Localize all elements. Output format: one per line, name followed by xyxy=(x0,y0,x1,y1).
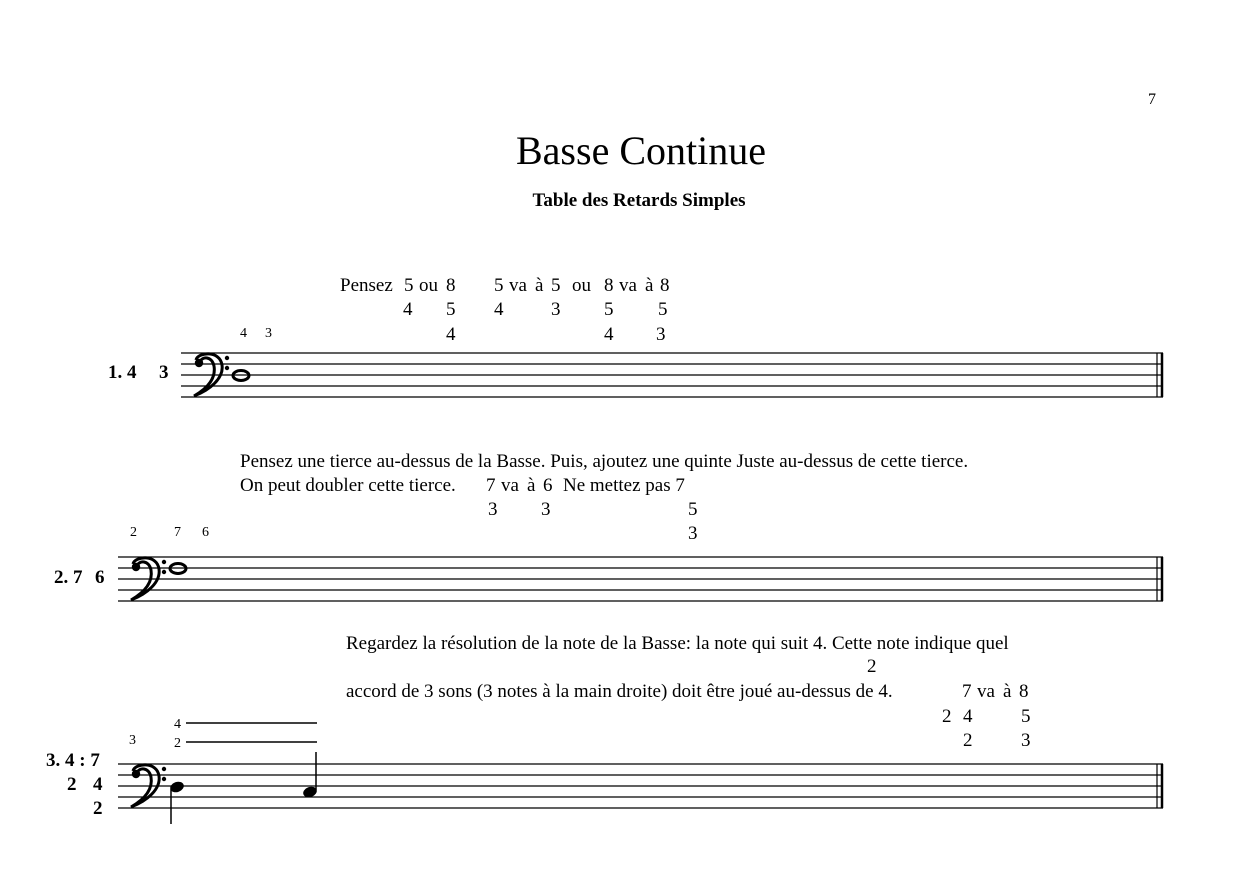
figure-digit: 5 xyxy=(604,299,614,320)
instruction-word: ou xyxy=(419,275,438,296)
figure-digit: 4 xyxy=(494,299,504,320)
instruction-word: à xyxy=(1003,681,1012,702)
bass-figure: 2 xyxy=(130,525,137,540)
example-2-number: 2. 7 xyxy=(54,567,83,588)
figure-digit: 3 xyxy=(551,299,561,320)
example-3-figure: 2 xyxy=(67,774,77,795)
instruction-word: 5 xyxy=(551,275,561,296)
instruction-word: va xyxy=(977,681,995,702)
figure-digit: 3 xyxy=(656,324,666,345)
figure-digit: 4 xyxy=(604,324,614,345)
figure-digit: 3 xyxy=(688,523,698,544)
instruction-word: 5 xyxy=(494,275,504,296)
instruction-word: 8 xyxy=(1019,681,1029,702)
instruction-word: 5 xyxy=(404,275,414,296)
bass-figure: 3 xyxy=(129,733,136,748)
page-title: Basse Continue xyxy=(516,128,766,173)
figure-digit: 3 xyxy=(1021,730,1031,751)
instruction-word: va xyxy=(509,275,527,296)
bass-figure: 4 xyxy=(174,717,181,732)
instruction-word: 8 xyxy=(660,275,670,296)
instruction-word: ou xyxy=(572,275,591,296)
figure-digit: 4 xyxy=(446,324,456,345)
bass-figure: 6 xyxy=(202,525,209,540)
instruction-text: On peut doubler cette tierce. xyxy=(240,475,456,496)
instruction-text: Regardez la résolution de la note de la Basse: la note qui suit 4. Cette note indique quel xyxy=(346,633,1009,654)
instruction-word: va xyxy=(501,475,519,496)
figure-digit: 5 xyxy=(1021,706,1031,727)
bass-figure: 2 xyxy=(174,736,181,751)
example-3-figure: 2 xyxy=(93,798,103,819)
staff-3 xyxy=(118,764,1163,808)
instruction-word: Pensez xyxy=(340,275,393,296)
figure-digit: 4 xyxy=(403,299,413,320)
instruction-text: Pensez une tierce au-dessus de la Basse. Puis, ajoutez une quinte Juste au-dessus de cette tierce. xyxy=(240,451,969,472)
instruction-word: 8 xyxy=(446,275,456,296)
instruction-word: à xyxy=(527,475,536,496)
instruction-word: à xyxy=(535,275,544,296)
bass-figure: 3 xyxy=(265,326,272,341)
instruction-word: à xyxy=(645,275,654,296)
quarter-note-1 xyxy=(169,780,186,824)
staff-1 xyxy=(181,353,1163,397)
figure-digit: 4 xyxy=(963,706,973,727)
example-2-figure: 6 xyxy=(95,567,105,588)
figure-digit: 2 xyxy=(963,730,973,751)
figure-digit: 5 xyxy=(658,299,668,320)
bass-figure: 7 xyxy=(174,525,181,540)
example-3-figure: 4 xyxy=(93,774,103,795)
instruction-word: 7 xyxy=(962,681,972,702)
continuation-lines xyxy=(186,723,317,742)
bass-figure: 4 xyxy=(240,326,247,341)
page-subtitle: Table des Retards Simples xyxy=(532,190,746,211)
instruction-word: va xyxy=(619,275,637,296)
instruction-word: 7 xyxy=(486,475,496,496)
instruction-word: 6 xyxy=(543,475,553,496)
figure-digit: 5 xyxy=(688,499,698,520)
figure-digit: 3 xyxy=(541,499,551,520)
figure-digit: 2 xyxy=(942,706,952,727)
figure-digit: 3 xyxy=(488,499,498,520)
example-1-number: 1. 4 xyxy=(108,362,137,383)
instruction-text: Ne mettez pas 7 xyxy=(563,475,685,496)
instruction-word: 8 xyxy=(604,275,614,296)
figure-digit: 2 xyxy=(867,656,877,677)
figure-digit: 5 xyxy=(446,299,456,320)
example-1-figure: 3 xyxy=(159,362,169,383)
page-number: 7 xyxy=(1148,91,1156,108)
staff-2 xyxy=(118,557,1163,601)
instruction-text: accord de 3 sons (3 notes à la main droite) doit être joué au-dessus de 4. xyxy=(346,681,893,702)
example-3-number: 3. 4 : 7 xyxy=(46,750,100,771)
